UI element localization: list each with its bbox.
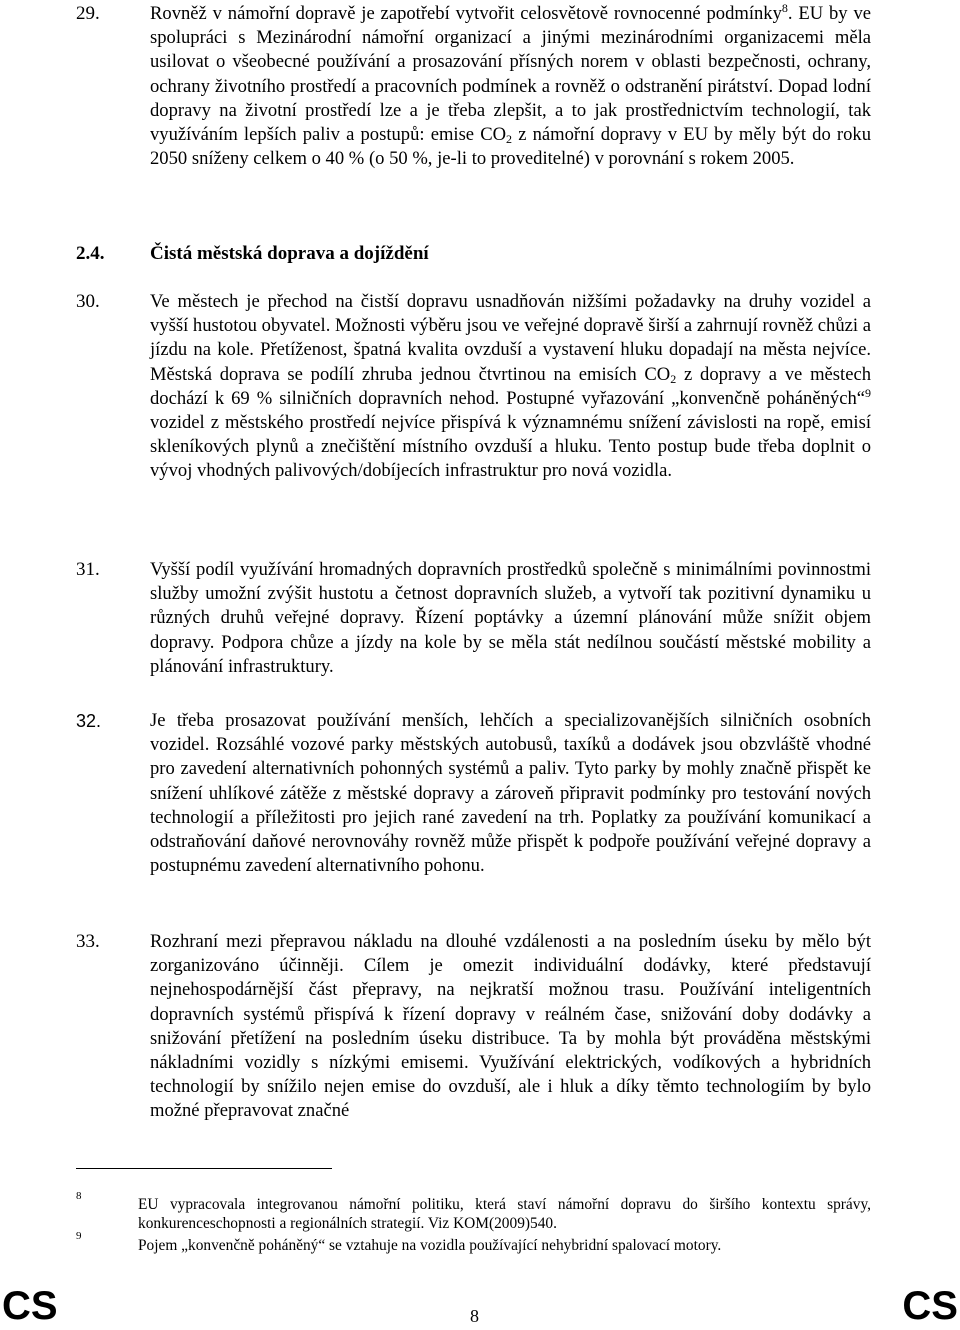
- paragraph-number: 29.: [76, 3, 100, 24]
- text-run: Vyšší podíl využívání hromadných dopravních prostředků společně s minimálními povinnostmi služby umožní zvýšit hustotu a četnost dopravních služeb, a vytvoří tak pozitivní dynamiku u různých druhů veřejné dopravy. Řízení poptávky a územní plánování může snížit objem dopravy. Podpora chůze a jízdy na kole by se měla stát nedílnou součástí městské mobility a plánování infrastruktury.: [150, 559, 871, 677]
- paragraph-number: 30.: [76, 291, 100, 312]
- paragraph-number: 33.: [76, 931, 100, 952]
- text-run: vozidel z městského prostředí nejvíce přispívá k významnému snížení závislosti na ropě, emisí skleníkových plynů a znečištění místního ovzduší a hluku. Tento postup bude třeba doplnit o vývoj vhodných palivových/dobíjecích infrastruktur pro nová vozidla.: [150, 412, 871, 482]
- text-run: Ve městech je přechod na čistší dopravu usnadňován nižšími požadavky na druhy vozidel a vyšší hustotou obyvatel. Možnosti výběru jsou ve veřejné dopravě širší a zahrnují rovněž chůzi a jízdu na kole. Přetíženost, špatná kvalita ovzduší a vystavení hluku dopadají na města nejvíce. Městská doprava se podílí zhruba jednou čtvrtinou na emisích CO: [150, 291, 871, 385]
- footer-language-code-right: CS: [902, 1284, 958, 1328]
- paragraph-text: [150, 558, 871, 679]
- text-run: . EU by ve spolupráci s Mezinárodní námořní organizací a jinými mezinárodními organizacemi měla usilovat o všeobecné používání a prosazování přísných norem v oblasti bezpečnosti, ochrany, ochrany životního prostředí a pracovních podmínek a rovněž o odstranění pirátství. Dopad lodní dopravy na životní prostředí lze a je třeba zlepšit, a to jak prostřednictvím technologií, tak využíváním lepších paliv a postupů: emise CO: [150, 3, 871, 146]
- paragraph-text: [150, 290, 871, 484]
- section-title: Čistá městská doprava a dojíždění: [150, 243, 429, 264]
- text-run: Je třeba prosazovat používání menších, lehčích a specializovanějších silničních osobních vozidel. Rozsáhlé vozové parky městských autobusů, taxíků a dodávek jsou obzvláště vhodné pro zavedení alternativních pohonných systémů a paliv. Tyto parky by mohly značně přispět ke snížení uhlíkové zátěže z městské dopravy a zároveň připravit podmínky pro testování nových technologií a příležitosti pro jejich rané zavedení na trh. Poplatky za používání komunikací a odstraňování daňové nerovnováhy rovněž může přispět k podpoře používání veřejné dopravy a postupnému zavedení alternativního pohonu.: [150, 710, 871, 877]
- paragraph-text: [150, 2, 871, 171]
- text-run: Rozhraní mezi přepravou nákladu na dlouhé vzdálenosti a na posledním úseku by mělo být zorganizováno účinněji. Cílem je omezit individuální dodávky, které představují nejnehospodárnější část přepravy, na nejkratší možnou trasu. Používání inteligentních dopravních systémů přispívá k řízení dopravy v reálném čase, snižování doby dodávky a snižování přetížení na posledním úseku distribuce. Ta by mohla být prováděna městskými nákladními vozidly s nízkými emisemi. Využívání elektrických, vodíkových a hybridních technologií by snížilo nejen emise do ovzduší, ale i hluk a díky těmto technologiím by bylo možné přepravovat značné: [150, 931, 871, 1122]
- paragraph-number: 31.: [76, 559, 100, 580]
- page-number: 8: [470, 1306, 479, 1326]
- footnote-reference: 9: [865, 385, 871, 400]
- footnote-text: Pojem „konvenčně poháněný“ se vztahuje na vozidla používající nehybridní spalovací motory.: [138, 1237, 722, 1254]
- footnote-text: EU vypracovala integrovanou námořní politiku, která staví námořní dopravu do širšího kontextu správy, konkurenceschopnosti a regionálních strategií. Viz KOM(2009)540.: [138, 1196, 871, 1232]
- text-run: Rovněž v námořní dopravě je zapotřebí vytvořit celosvětově rovnocenné podmínky: [150, 3, 782, 24]
- footnote-reference: 8: [781, 1, 788, 15]
- subscript: 2: [506, 132, 513, 147]
- footnote-separator: [76, 1168, 332, 1169]
- paragraph-text: [150, 709, 871, 878]
- paragraph-text: [150, 930, 871, 1124]
- section-number: 2.4.: [76, 243, 105, 264]
- subscript: 2: [670, 371, 677, 386]
- text-run: z dopravy a ve městech dochází k 69 % silničních dopravních nehod. Postupné vyřazování „konvenčně poháněných“: [150, 363, 872, 409]
- paragraph-number: 32.: [76, 711, 102, 731]
- footnote-number: 8: [76, 1190, 82, 1202]
- footnote-number: 9: [76, 1230, 82, 1242]
- text-run: z námořní dopravy v EU by měly být do roku 2050 sníženy celkem o 40 % (o 50 %, je-li to proveditelné) v porovnání s rokem 2005.: [150, 124, 871, 170]
- footer-language-code-left: CS: [2, 1284, 58, 1328]
